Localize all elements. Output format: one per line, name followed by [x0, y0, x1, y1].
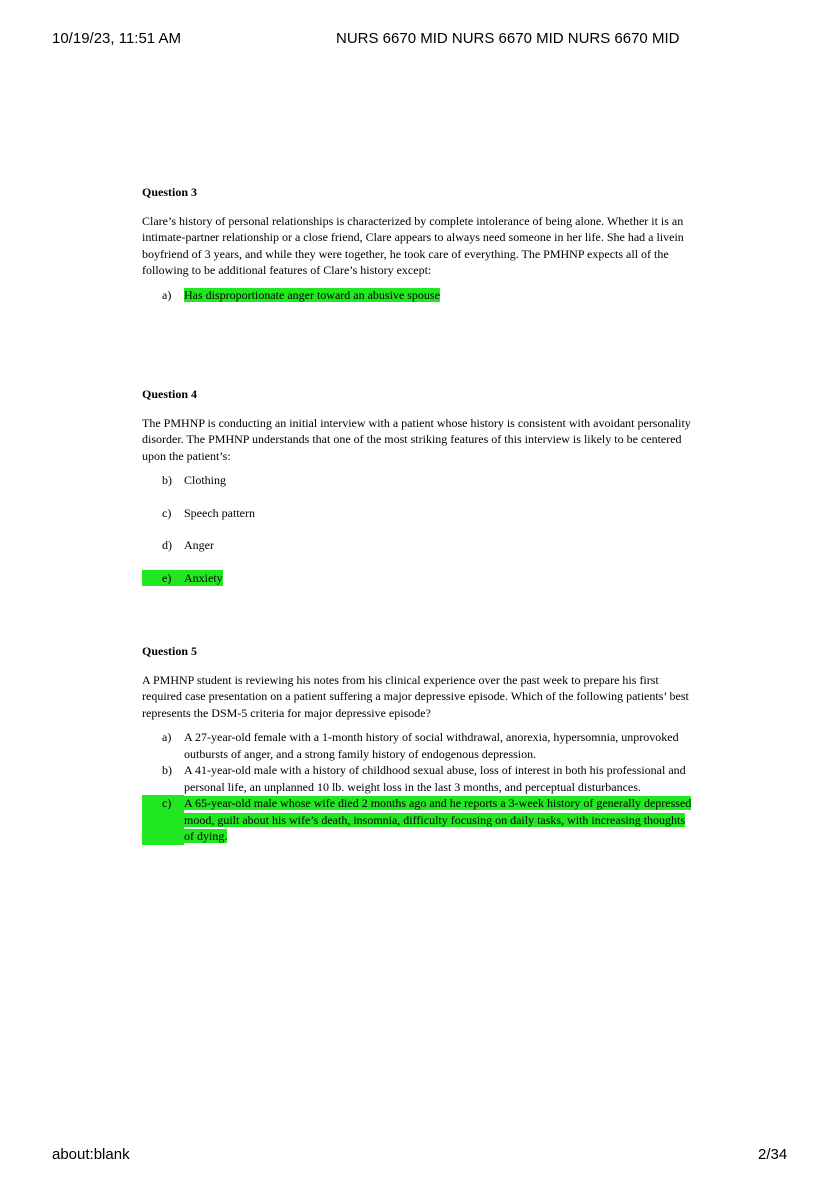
option-letter: b) — [162, 473, 172, 487]
option-text: A 41-year-old male with a history of childhood sexual abuse, loss of interest in both his professional and personal life, an unplanned 10 lb. weight loss in the last 3 months, and perceptual disturbances. — [184, 763, 686, 794]
answer-option-e[interactable] — [142, 570, 698, 587]
question-stem: Clare’s history of personal relationships is characterized by complete intolerance of being alone. Whether it is an intimate-partner relationship or a close friend, Clare appears to always need someone in her life. She had a livein boyfriend of 3 years, and while they were together, he took care of everything. The PMHNP expects all of the following to be additional features of Clare’s history except: — [142, 213, 684, 277]
option-text: Anger — [184, 538, 214, 552]
answer-option-a[interactable] — [142, 287, 698, 304]
question-title: Question 4 — [142, 387, 198, 401]
option-text: Clothing — [184, 473, 227, 487]
option-letter: c) — [142, 795, 184, 845]
document-title: NURS 6670 MID NURS 6670 MID NURS 6670 MID — [336, 30, 680, 47]
print-datetime: 10/19/23, 11:51 AM — [52, 30, 181, 47]
option-letter: e) — [162, 570, 172, 585]
question-stem: A PMHNP student is reviewing his notes from his clinical experience over the past week to prepare his first required case presentation on a patient suffering a major depressive episode. Which of the following patients’ best represents the DSM-5 criteria for major depressive episode? — [142, 672, 689, 720]
answer-option-c[interactable] — [142, 505, 698, 522]
option-text: A 27-year-old female with a 1-month history of social withdrawal, anorexia, hypersomnia, unprovoked outbursts of anger, and a strong family history of endogenous depression. — [184, 730, 679, 761]
option-text-highlighted: Has disproportionate anger toward an abusive spouse — [184, 287, 440, 302]
answer-options — [142, 729, 698, 845]
answer-options — [142, 287, 698, 304]
option-text-highlighted: Anxiety — [184, 570, 223, 585]
page-url: about:blank — [52, 1146, 130, 1163]
question-stem: The PMHNP is conducting an initial interview with a patient whose history is consistent with avoidant personality disorder. The PMHNP understands that one of the most striking features of this interview is likely to be centered upon the patient’s: — [142, 415, 691, 463]
option-letter: a) — [162, 287, 172, 302]
answer-option-b[interactable] — [142, 472, 698, 489]
question-5 — [142, 643, 698, 845]
option-letter: c) — [162, 505, 172, 520]
option-letter: d) — [162, 538, 172, 552]
answer-option-a[interactable] — [142, 729, 698, 762]
option-letter: a) — [162, 730, 172, 744]
question-title: Question 3 — [142, 185, 198, 199]
option-letter: b) — [162, 763, 172, 777]
question-3 — [142, 184, 698, 303]
page-number: 2/34 — [758, 1146, 788, 1163]
answer-options — [142, 472, 698, 586]
option-text-highlighted: A 65-year-old male whose wife died 2 months ago and he reports a 3-week history of generally depressed mood, guilt about his wife’s death, insomnia, difficulty focusing on daily tasks, with increasing thoughts of dying. — [184, 796, 692, 843]
answer-option-c[interactable] — [142, 795, 698, 845]
answer-option-d[interactable] — [142, 537, 698, 554]
option-highlight — [142, 570, 223, 587]
question-4 — [142, 386, 698, 586]
option-text: Speech pattern — [184, 505, 255, 520]
answer-option-b[interactable] — [142, 762, 698, 795]
question-title: Question 5 — [142, 644, 198, 658]
